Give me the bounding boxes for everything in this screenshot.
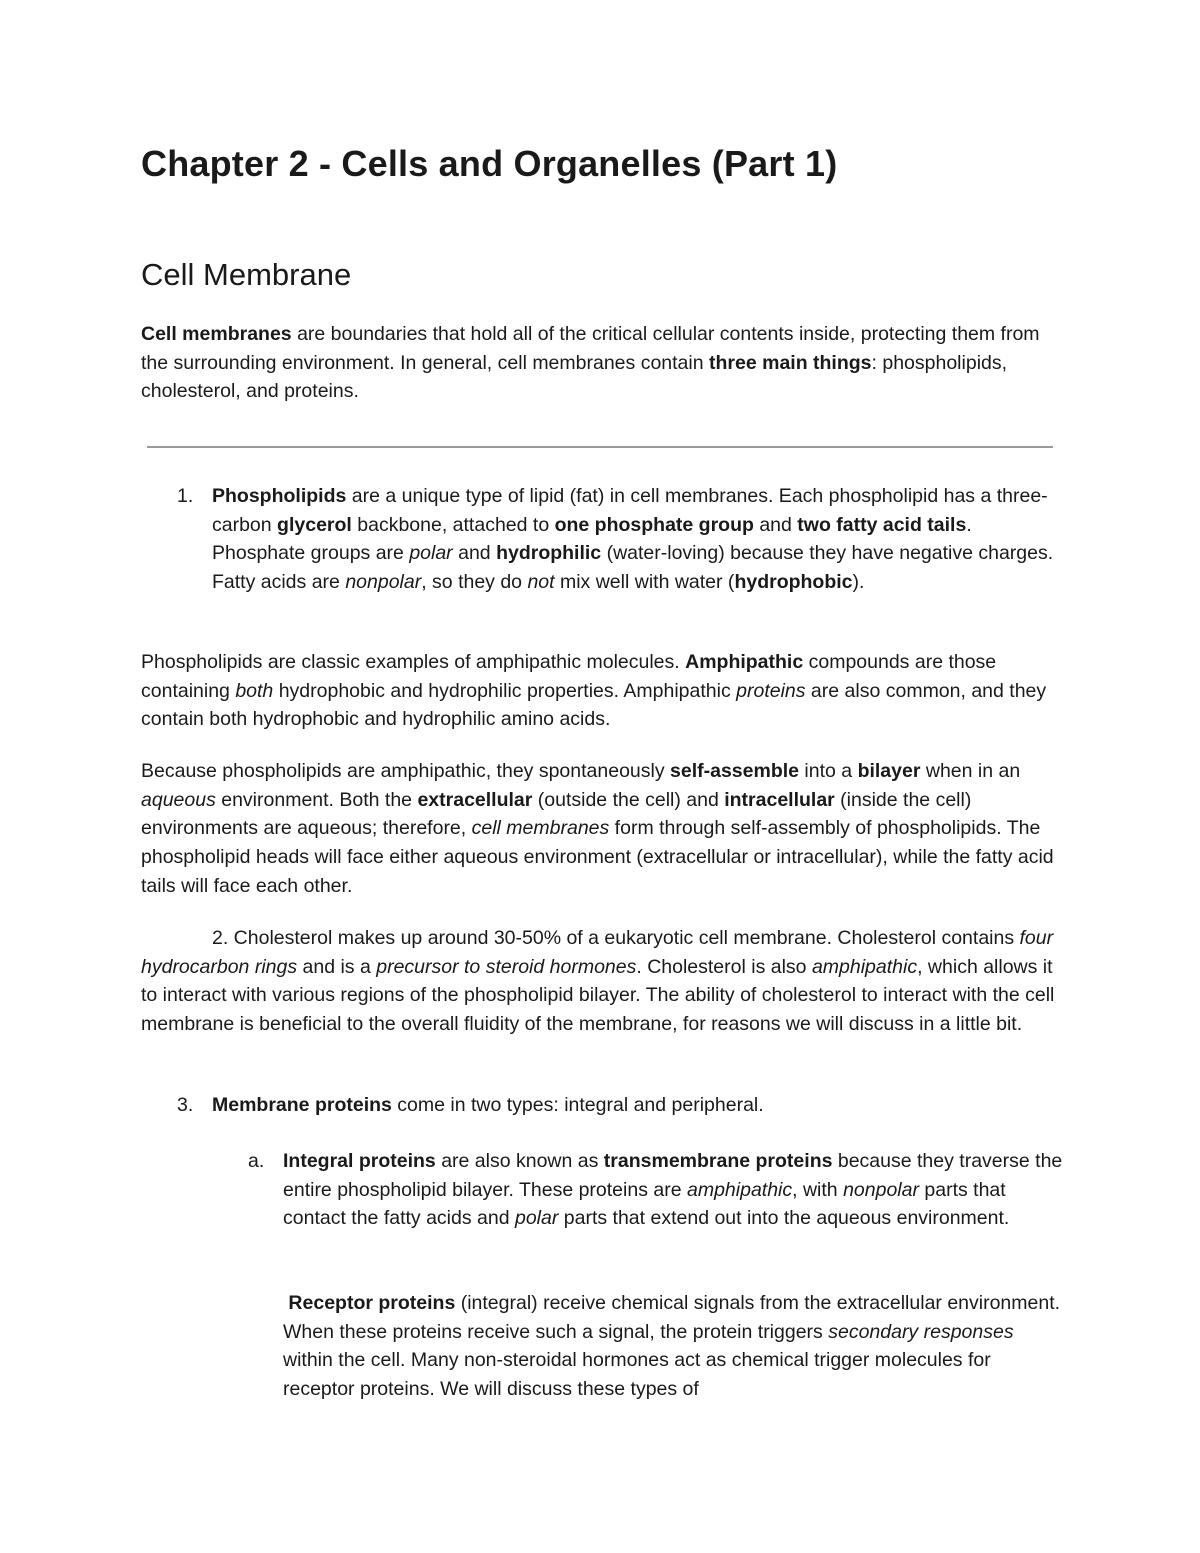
membrane-proteins-item: Membrane proteins come in two types: integral and peripheral. — [212, 1094, 764, 1116]
intro-paragraph: Cell membranes are boundaries that hold all of the critical cellular contents inside, protecting them from the surrounding environment. In general, cell membranes contain three main things: phospholipids, cholesterol, and proteins. — [141, 323, 1040, 403]
chapter-title: Chapter 2 - Cells and Organelles (Part 1) — [141, 143, 838, 184]
phospholipids-item: Phospholipids are a unique type of lipid (fat) in cell membranes. Each phospholipid has a three-carbon glycerol backbone, attached to one phosphate group and two fatty acid tails. Phosphate groups are polar and hydrophilic (water-loving) because they have negative charges. Fatty acids are nonpolar, so they do not mix well with water (hydrophobic). — [212, 485, 1054, 594]
integral-proteins-item: Integral proteins are also known as transmembrane proteins because they traverse the entire phospholipid bilayer. These proteins are amphipathic, with nonpolar parts that contact the fatty acids and polar parts that extend out into the aqueous environment. — [283, 1150, 1063, 1230]
list-letter-a: a. — [248, 1150, 265, 1172]
section-heading: Cell Membrane — [141, 257, 352, 292]
receptor-proteins-paragraph: Receptor proteins (integral) receive chemical signals from the extracellular environment. When these proteins receive such a signal, the protein triggers secondary responses within the cell. Many non-steroidal hormones act as chemical trigger molecules for receptor proteins. We will discuss these types of — [283, 1292, 1061, 1401]
list-number-3: 3. — [177, 1094, 194, 1116]
term-three-main-things: three main things — [709, 351, 872, 374]
list-number-1: 1. — [177, 485, 194, 507]
amphipathic-paragraph: Phospholipids are classic examples of amphipathic molecules. Amphipathic compounds are those containing both hydrophobic and hydrophilic properties. Amphipathic proteins are also common, and they contain both hydrophobic and hydrophilic amino acids. — [141, 651, 1047, 731]
term-cell-membranes: Cell membranes — [141, 323, 292, 345]
cholesterol-paragraph: 2. Cholesterol makes up around 30-50% of a eukaryotic cell membrane. Cholesterol contains four hydrocarbon rings and is a precursor to steroid hormones. Cholesterol is also amphipathic, which allows it to interact with various regions of the phospholipid bilayer. The ability of cholesterol to interact with the cell membrane is beneficial to the overall fluidity of the membrane, for reasons we will discuss in a little bit. — [141, 927, 1055, 1036]
bilayer-paragraph: Because phospholipids are amphipathic, they spontaneously self-assemble into a bilayer when in an aqueous environment. Both the extracellular (outside the cell) and intracellular (inside the cell) environments are aqueous; therefore, cell membranes form through self-assembly of phospholipids. The phospholipid heads will face either aqueous environment (extracellular or intracellular), while the fatty acid tails will face each other. — [141, 760, 1054, 897]
horizontal-divider — [147, 446, 1053, 448]
